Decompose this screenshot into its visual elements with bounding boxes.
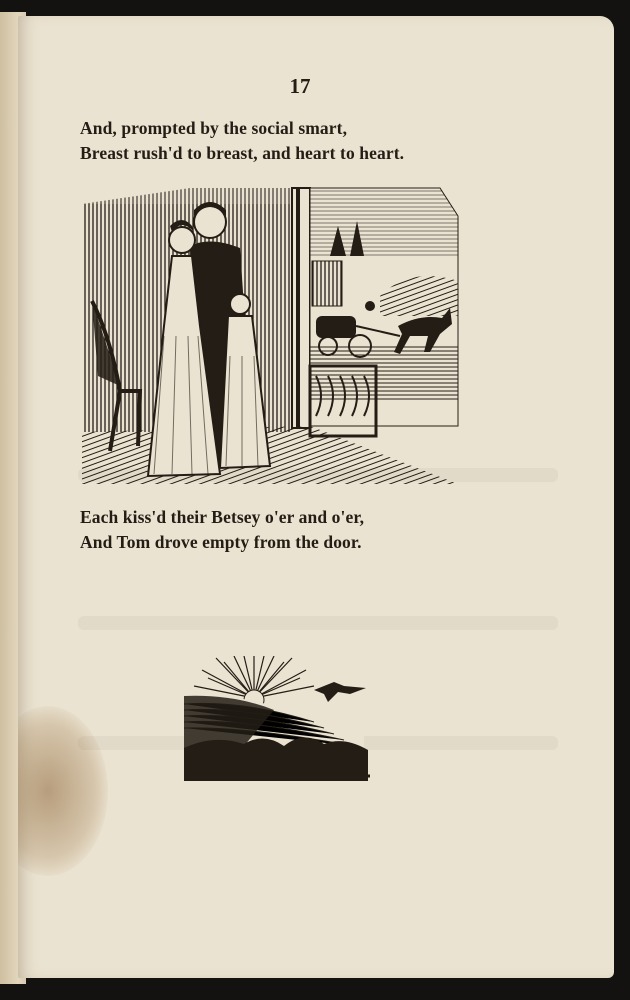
- woman-figure: [169, 227, 195, 253]
- book-page: [18, 16, 614, 978]
- verse-first: [80, 116, 404, 166]
- sunrise-landscape-engraving: [184, 656, 374, 781]
- show-through-text: [78, 616, 558, 630]
- child-figure: [230, 294, 250, 314]
- verse-second: [80, 505, 364, 555]
- carriage-icon: [316, 316, 356, 338]
- water-stain: [18, 706, 108, 876]
- verse-line: Each kiss'd their Betsey o'er and o'er,: [80, 507, 365, 527]
- building: [312, 261, 342, 306]
- bird-icon: [314, 682, 366, 702]
- couple-embracing-engraving: [80, 186, 460, 491]
- shrubs: [184, 737, 368, 781]
- sky: [310, 188, 458, 256]
- verse-line: Breast rush'd to breast, and heart to heart.: [80, 143, 405, 163]
- verse-line: And, prompted by the social smart,: [80, 118, 348, 138]
- verse-line: And Tom drove empty from the door.: [80, 532, 362, 552]
- page-number: 17: [289, 74, 311, 98]
- coachman: [365, 301, 375, 311]
